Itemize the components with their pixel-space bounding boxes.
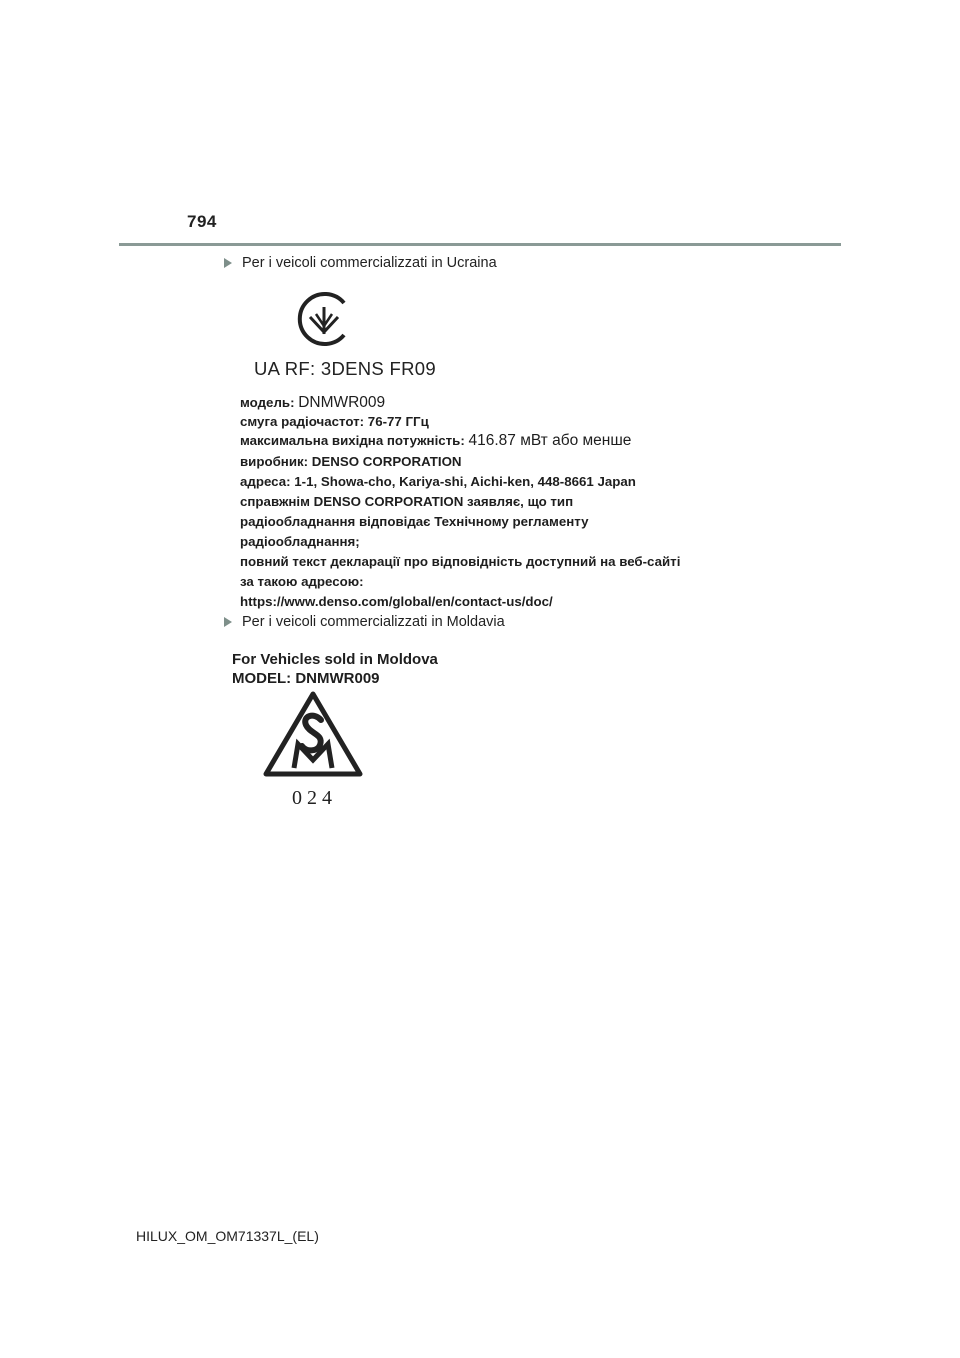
section-heading-ukraine	[224, 255, 497, 271]
moldova-line-2: MODEL: DNMWR009	[232, 670, 380, 687]
declaration-line-2: радіообладнання відповідає Технічному регламенту	[240, 514, 589, 529]
model-value: DNMWR009	[298, 394, 386, 411]
footer-doc-id: HILUX_OM_OM71337L_(EL)	[136, 1228, 319, 1244]
moldova-line-1: For Vehicles sold in Moldova	[232, 651, 438, 668]
section-heading-moldova	[224, 614, 505, 630]
ua-rf-code: UA RF: 3DENS FR09	[254, 358, 436, 379]
declaration-url: https://www.denso.com/global/en/contact-us/doc/	[240, 594, 553, 609]
heading-text: Per i veicoli commercializzati in Moldavia	[242, 614, 505, 630]
declaration-line-5: за такою адресою:	[240, 574, 364, 589]
moldova-sm-conformity-mark-icon	[262, 690, 364, 780]
power-line	[240, 432, 631, 450]
ukrainian-conformity-mark-icon	[295, 290, 353, 348]
model-line	[240, 394, 385, 412]
power-value: 416.87 мВт або менше	[468, 432, 632, 449]
triangle-bullet-icon	[224, 617, 232, 627]
page-number: 794	[187, 212, 217, 231]
header-rule	[119, 243, 841, 246]
heading-text: Per i veicoli commercializzati in Ucraina	[242, 255, 497, 271]
declaration-line-3: радіообладнання;	[240, 534, 360, 549]
model-label: модель:	[240, 395, 299, 410]
declaration-line-1: справжнім DENSO CORPORATION заявляє, що тип	[240, 494, 574, 509]
sm-mark-code: 024	[292, 787, 337, 809]
maker-line: виробник: DENSO CORPORATION	[240, 454, 462, 469]
power-label: максимальна вихідна потужність:	[240, 433, 469, 448]
moldova-label	[232, 650, 438, 688]
declaration-line-4: повний текст декларації про відповідність доступний на веб-сайті	[240, 554, 681, 569]
band-line: смуга радіочастот: 76-77 ГГц	[240, 414, 429, 429]
address-line: адреса: 1-1, Showa-cho, Kariya-shi, Aichi-ken, 448-8661 Japan	[240, 474, 636, 489]
triangle-bullet-icon	[224, 258, 232, 268]
